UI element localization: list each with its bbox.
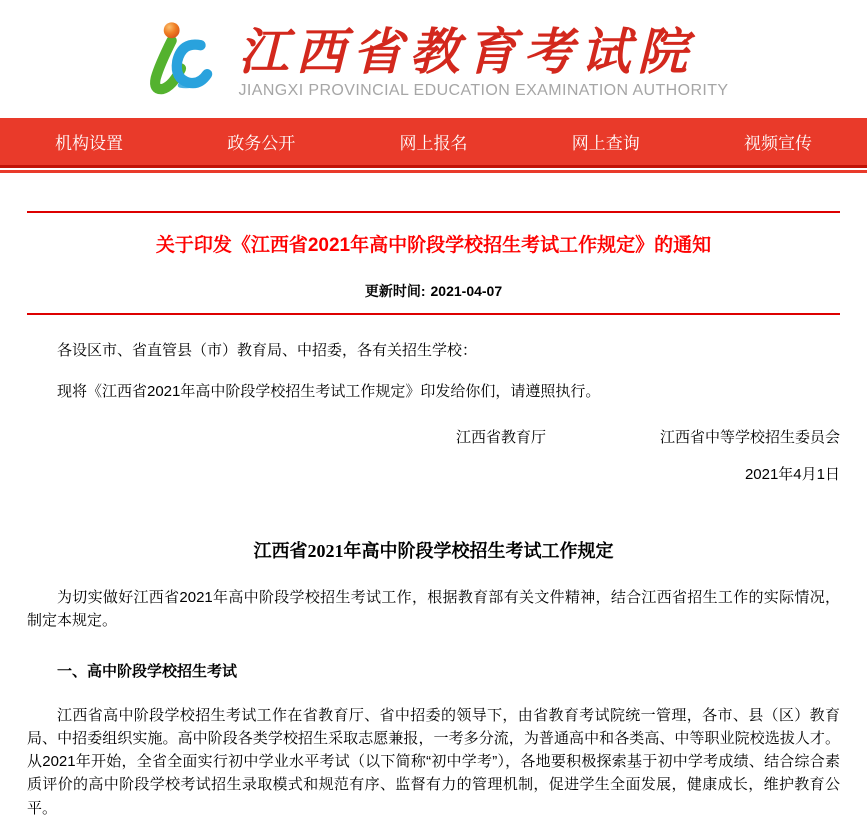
document-intro-paragraph: 为切实做好江西省2021年高中阶段学校招生考试工作，根据教育部有关文件精神，结合江西省招生工作的实际情况，制定本规定。 xyxy=(27,588,840,630)
top-divider xyxy=(27,211,840,213)
section-1-heading: 一、高中阶段学校招生考试 xyxy=(57,663,238,681)
jc-logo-icon[interactable] xyxy=(139,19,223,105)
notice-body: 现将《江西省2021年高中阶段学校招生考试工作规定》印发给你们，请遵照执行。 xyxy=(57,383,601,401)
update-time-value: 2021-04-07 xyxy=(430,283,503,299)
section-1-paragraph: 江西省高中阶段学校招生考试工作在省教育厅、省中招委的领导下，由省教育考试院统一管理，各市、县（区）教育局、中招委组织实施。高中阶段各类学校招生采取志愿兼报，一考多分流，为普通高中和各类高、中等职业院校选拔人才。从2021年开始，全省全面实行初中学业水平考试（以下简称“初中学考”），各地要积极探索基于初中学考成绩、结合综合素质评价的高中阶段学校考试招生录取模式和规范有序、监督有力的管理机制，促进学生全面发展，健康成长，维护教育公平。 xyxy=(27,706,840,817)
article-title: 关于印发《江西省2021年高中阶段学校招生考试工作规定》的通知 xyxy=(155,235,712,256)
notice-letter xyxy=(27,339,840,486)
signature-date: 2021年4月1日 xyxy=(744,465,840,483)
nav-item-online-registration[interactable]: 网上报名 xyxy=(399,134,468,153)
regulation-document xyxy=(27,538,840,820)
update-time-line xyxy=(27,281,840,301)
nav-item-public-affairs[interactable]: 政务公开 xyxy=(227,134,296,153)
signer-admissions-committee: 江西省中等学校招生委员会 xyxy=(659,428,840,446)
site-title-en: JIANGXI PROVINCIAL EDUCATION EXAMINATION AUTHORITY xyxy=(238,82,729,99)
nav-inner xyxy=(0,129,867,154)
update-time-label: 更新时间: xyxy=(364,283,426,299)
brand-block xyxy=(239,24,729,100)
mid-divider xyxy=(27,313,840,315)
salutation: 各设区市、省直管县（市）教育局、中招委，各有关招生学校： xyxy=(57,342,478,359)
nav-item-video-publicity[interactable]: 视频宣传 xyxy=(744,134,812,153)
nav-accent-strip xyxy=(0,170,867,173)
signature-row xyxy=(27,426,840,449)
nav-item-organization[interactable]: 机构设置 xyxy=(55,134,123,153)
article-content xyxy=(0,211,867,820)
site-title-zh: 江西省教育考试院 xyxy=(238,24,695,80)
site-header xyxy=(0,0,867,118)
document-title: 江西省2021年高中阶段学校招生考试工作规定 xyxy=(253,541,614,561)
main-nav xyxy=(0,118,867,168)
nav-item-online-query[interactable]: 网上查询 xyxy=(571,134,640,153)
signer-education-department: 江西省教育厅 xyxy=(455,428,546,446)
